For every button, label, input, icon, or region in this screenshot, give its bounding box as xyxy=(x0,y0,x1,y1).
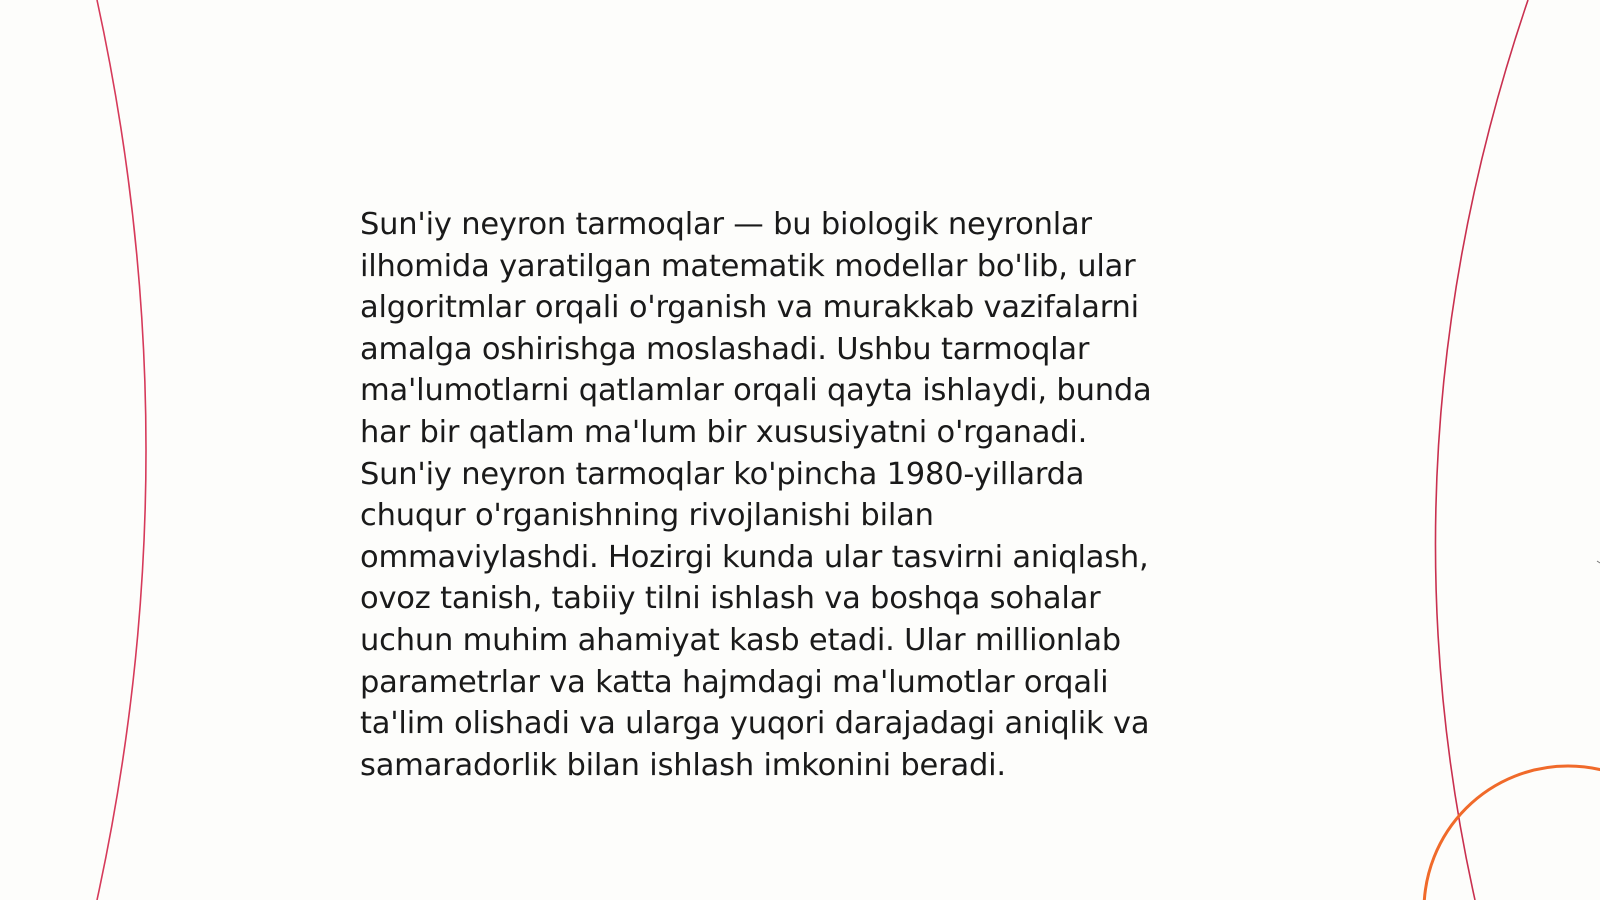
body-line: uchun muhim ahamiyat kasb etadi. Ular millionlab xyxy=(360,622,1121,658)
body-line: ta'lim olishadi va ularga yuqori darajadagi aniqlik va xyxy=(360,706,1150,742)
body-line: Sun'iy neyron tarmoqlar ko'pincha 1980-yillarda xyxy=(360,456,1085,492)
body-line: ilhomida yaratilgan matematik modellar bo'lib, ular xyxy=(360,248,1136,284)
body-paragraph xyxy=(360,204,1230,786)
body-line: Sun'iy neyron tarmoqlar — bu biologik neyronlar xyxy=(360,207,1092,242)
accent-circle xyxy=(1424,766,1600,900)
body-line: algoritmlar orqali o'rganish va murakkab vazifalarni xyxy=(360,290,1139,326)
body-line: ommaviylashdi. Hozirgi kunda ular tasvirni aniqlash, xyxy=(360,539,1149,575)
right-arc xyxy=(1435,0,1528,900)
body-line: amalga oshirishga moslashadi. Ushbu tarmoqlar xyxy=(360,331,1090,367)
body-line: ma'lumotlarni qatlamlar orqali qayta ishlaydi, bunda xyxy=(360,373,1152,409)
body-line: parametrlar va katta hajmdagi ma'lumotlar orqali xyxy=(360,664,1109,700)
body-line: har bir qatlam ma'lum bir xususiyatni o'rganadi. xyxy=(360,414,1088,450)
body-line: chuqur o'rganishning rivojlanishi bilan xyxy=(360,498,934,534)
left-arc xyxy=(97,0,146,900)
body-line: samaradorlik bilan ishlash imkonini beradi. xyxy=(360,747,1006,783)
body-line: ovoz tanish, tabiiy tilni ishlash va boshqa sohalar xyxy=(360,581,1101,617)
